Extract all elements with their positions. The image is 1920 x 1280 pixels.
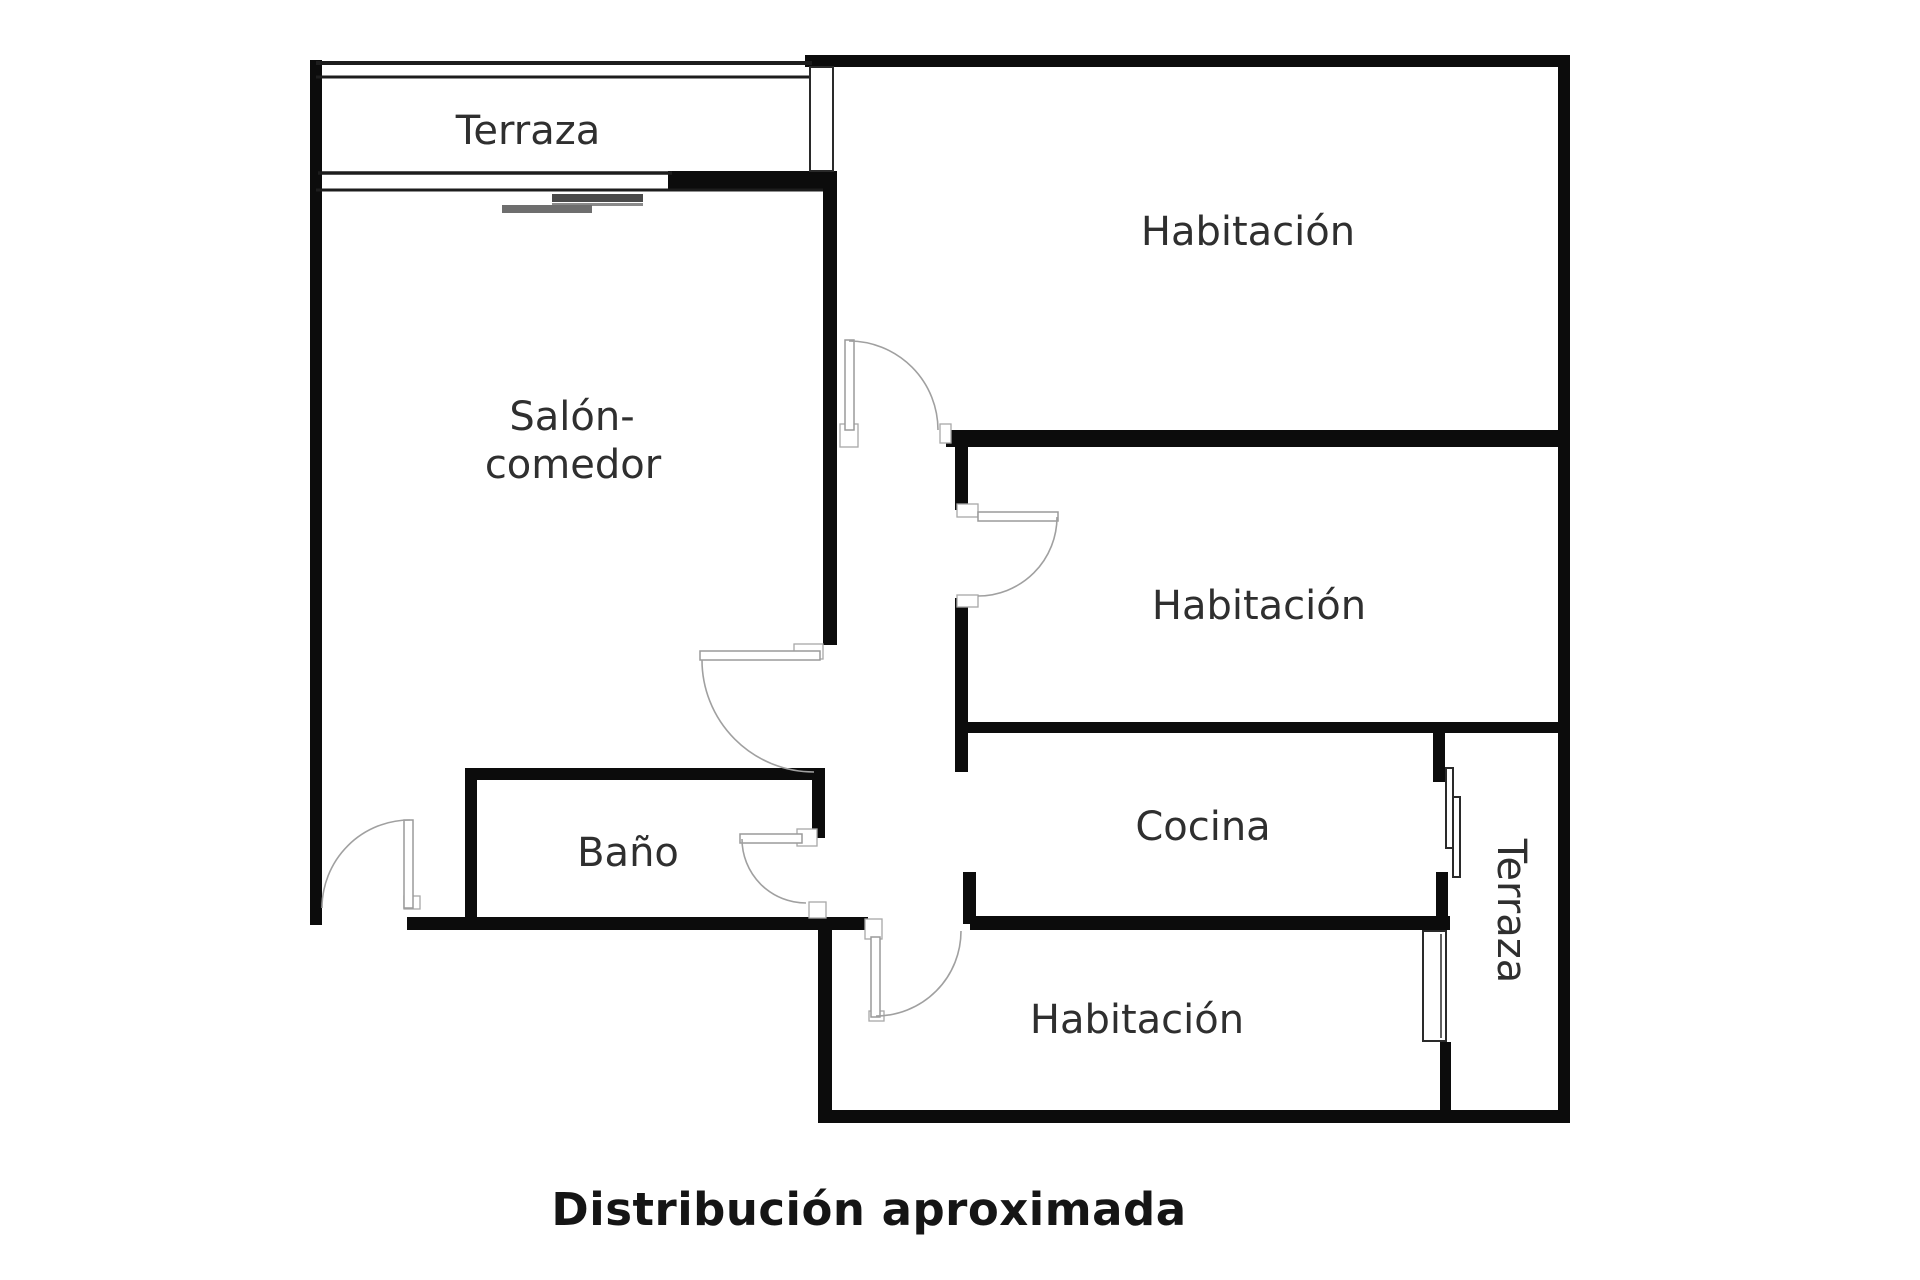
entrance-door-arc (322, 820, 410, 908)
hab1-door-arc (849, 341, 938, 430)
right-outer-wall (1558, 55, 1570, 1123)
bottomhab-terraza-window (1423, 931, 1446, 1041)
terraza-hatch-bar-3 (502, 205, 592, 213)
terraza-window (810, 67, 833, 171)
hab1-door-jamb-right (940, 424, 951, 443)
cocina-terraza-divider-top (1433, 733, 1445, 782)
room-label-habitacion-3: Habitación (1029, 997, 1245, 1043)
hab1-bottom-wall (946, 430, 1570, 447)
terraza-hatch-bar-1 (552, 194, 643, 202)
room-label-bano: Baño (577, 830, 679, 876)
bano-door-leaf (740, 834, 802, 843)
hab2-door-jamb-bottom (957, 595, 978, 607)
cocina-terraza-window-p1 (1446, 768, 1453, 848)
hab2-door-arc (978, 517, 1057, 596)
bano-door-arc (742, 839, 806, 903)
hab1-door-leaf (845, 340, 854, 430)
bottomhab-door-leaf (871, 937, 880, 1017)
bottomhab-door-jamb-top (865, 919, 882, 939)
cocina-terraza-divider-low (1436, 872, 1448, 924)
room-label-habitacion-1: Habitación (1140, 209, 1356, 255)
cocina-bottom-wall (970, 916, 1450, 930)
entrance-door-leaf (404, 820, 413, 908)
room-label-salon-line1: Salón- (509, 394, 635, 440)
corridor-wall-mid (955, 598, 968, 772)
room-label-salon-line2: comedor (484, 442, 662, 488)
bano-door-jamb-bottom (809, 902, 826, 918)
hab2-door-jamb-top (957, 504, 978, 517)
bano-top-wall (465, 768, 825, 780)
bottomhab-right-wall (1440, 1042, 1451, 1114)
top-outer-wall (805, 55, 1570, 67)
salon-divider-wall (823, 171, 837, 645)
room-label-habitacion-2: Habitación (1151, 583, 1367, 629)
salon-door-leaf (700, 651, 820, 660)
bano-left-wall (465, 768, 477, 920)
cocina-terraza-window-p2 (1453, 797, 1460, 877)
room-label-terraza-right: Terraza (1488, 838, 1534, 984)
corridor-wall-top (955, 430, 968, 510)
hab2-bottom-wall (961, 722, 1570, 733)
bottomhab-door-arc (876, 931, 961, 1016)
bottomhab-left-wall (818, 920, 832, 1116)
room-label-terraza-top: Terraza (455, 108, 601, 154)
bano-right-wall-top (812, 768, 825, 838)
salon-door-arc (702, 660, 814, 772)
terraza-bottom-wall-thick (668, 171, 825, 189)
room-label-cocina: Cocina (1135, 804, 1271, 850)
hab2-door-leaf (978, 512, 1058, 521)
plan-title: Distribución aproximada (551, 1183, 1187, 1236)
bottom-outer-wall (818, 1110, 1570, 1123)
